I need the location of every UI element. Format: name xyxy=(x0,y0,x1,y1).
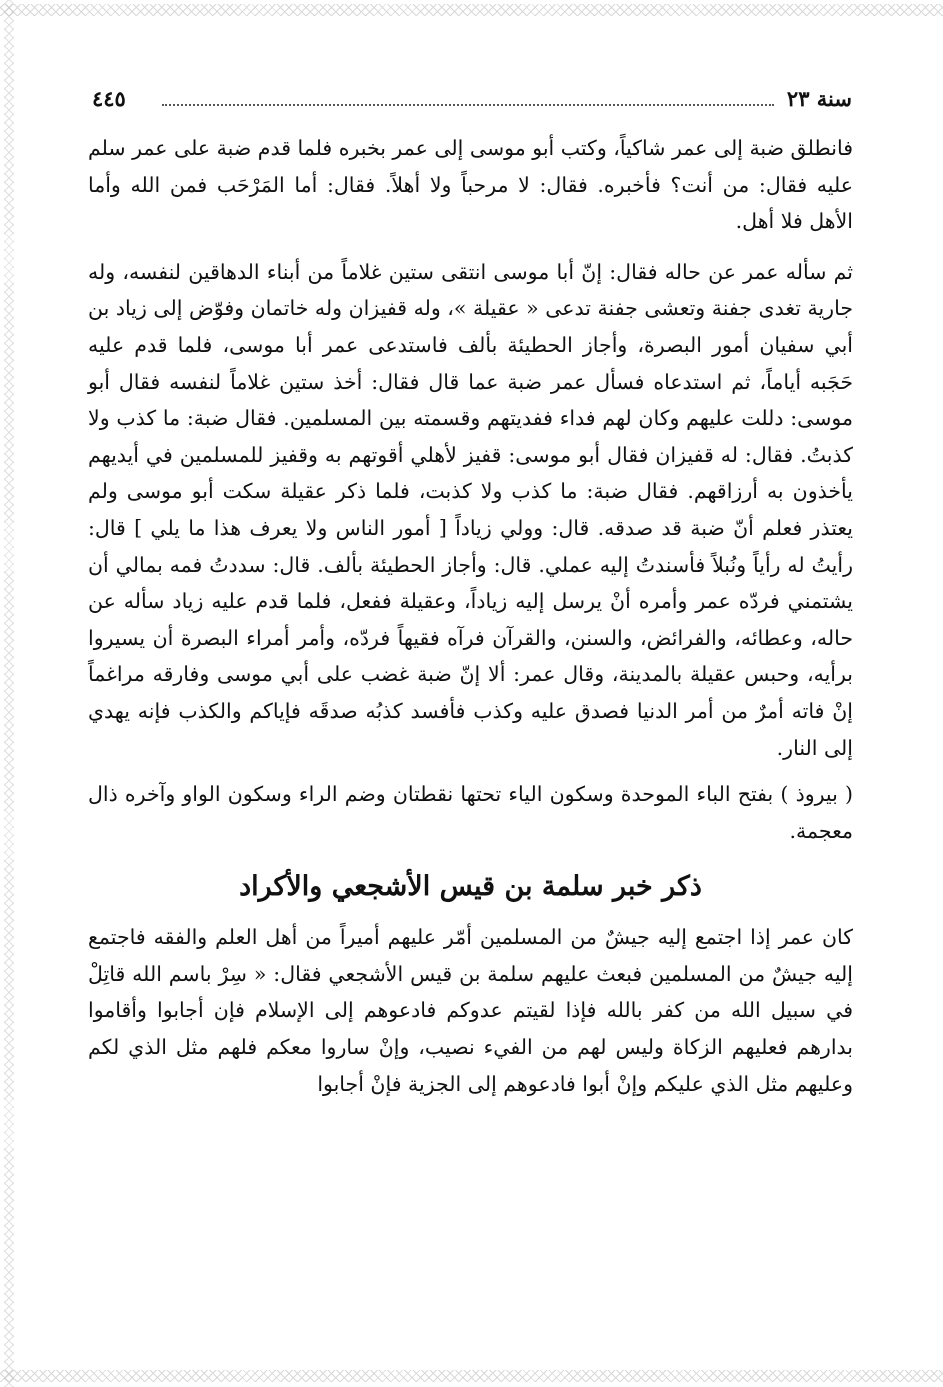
paragraph-2: ثم سأله عمر عن حاله فقال: إنّ أبا موسى انتقى ستين غلاماً من أبناء الدهاقين لنفسه، وله جارية تغدى جفنة وتعشى جفنة تدعى « عقيلة »، وله قفيزان وله خاتمان وفوّض إلى زياد بن أبي سفيان أمور البصرة، وأجاز الحطيئة بألف فاستدعى عمر أبا موسى، فلما قدم عليه حَجَبه أياماً، ثم استدعاه فسأل عمر ضبة عما قال فقال: أخذ ستين غلاماً لنفسه فقال أبو موسى: دللت عليهم وكان لهم فداء ففديتهم وقسمته بين المسلمين. فقال ضبة: ما كذب ولا كذبتُ. فقال: له قفيزان فقال أبو موسى: قفيز لأهلي أقوتهم به وقفيز للمسلمين في أيديهم يأخذون به أرزاقهم. فقال ضبة: ما كذب ولا كذبت، فلما ذكر عقيلة سكت أبو موسى ولم يعتذر فعلم أنّ ضبة قد صدقه. قال: وولي زياداً [ أمور الناس ولا يعرف هذا ما يلي ] قال: رأيتُ له رأياً ونُبلاً فأسندتُ إليه عملي. قال: وأجاز الحطيئة بألف. قال: سددتُ فمه بمالي أن يشتمني فردّه عمر وأمره أنْ يرسل إليه زياداً، وعقيلة ففعل، فلما قدم عليه زياد سأله عن حاله، وعطائه، والفرائض، والسنن، والقرآن فرآه فقيهاً فردّه، وأمر أمراء البصرة أن يسيروا برأيه، وحبس عقيلة بالمدينة، وقال عمر: ألا إنّ ضبة غضب على أبي موسى وفارقه مراغماً إنْ فاته أمرٌ من أمر الدنيا فصدق عليه وكذب فأفسد كذبُه صدقَه فإياكم والكذب فإنه يهدي إلى النار. xyxy=(88,259,853,760)
section-title: ذكر خبر سلمة بن قيس الأشجعي والأكراد xyxy=(239,871,702,903)
decorative-border-left xyxy=(4,0,14,1387)
running-head: سنة ٢٣ xyxy=(786,86,852,111)
decorative-border-bottom xyxy=(0,1370,943,1382)
page-body xyxy=(88,130,853,1102)
page-number: ٤٤٥ xyxy=(92,86,126,111)
page-header xyxy=(92,86,852,120)
header-dotted-rule xyxy=(162,104,774,106)
paragraph-3: كان عمر إذا اجتمع إليه جيشٌ من المسلمين أمّر عليهم أميراً من أهل العلم والفقه فاجتمع إليه جيشٌ من المسلمين فبعث عليهم سلمة بن قيس الأشجعي فقال: « سِرْ باسم الله قاتِلْ في سبيل الله من كفر بالله فإذا لقيتم عدوكم فادعوهم إلى الإسلام فإن أجابوا وأقاموا بدارهم فعليهم الزكاة وليس لهم من الفيء نصيب، وإنْ ساروا معكم فلهم مثل الذي لكم وعليهم مثل الذي عليكم وإنْ أبوا فادعوهم إلى الجزية فإنْ أجابوا xyxy=(88,925,853,1096)
paragraph-1: فانطلق ضبة إلى عمر شاكياً، وكتب أبو موسى إلى عمر بخبره فلما قدم ضبة على عمر سلم عليه فقال: من أنت؟ فأخبره. فقال: لا مرحباً ولا أهلاً. فقال: أما المَرْحَب فمن الله وأما الأهل فلا أهل. xyxy=(88,136,853,234)
decorative-border-top xyxy=(0,4,943,16)
footnote-paragraph: ( بيروذ ) بفتح الباء الموحدة وسكون الياء تحتها نقطتان وضم الراء وسكون الواو وآخره ذال معجمة. xyxy=(88,782,853,843)
